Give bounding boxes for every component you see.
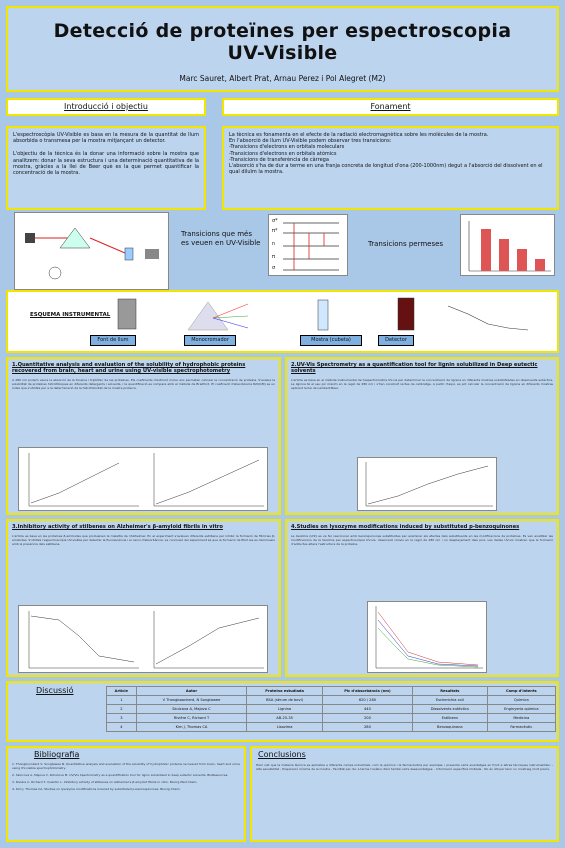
poster-authors: Marc Sauret, Albert Prat, Arnau Perez i Pol Alegret (M2) <box>179 74 386 83</box>
table-cell: 2 <box>107 705 137 714</box>
table-cell: 620 / 280 <box>322 696 412 705</box>
fonament-l6: L'absorció s'ha de dur a terme en una franja concreta de longitud d'ona (200-1000nm) degut a l'absorció del dissolvent en el qual diluïm la mostra. <box>229 163 543 176</box>
table-header-cell: Camp d'interès <box>487 687 555 696</box>
fonament-l2: En l'absorció de llum UV-Visible podem observar tres transicions: <box>229 138 392 145</box>
study-2-title: 2.UV-Vis Spectrometry as a quantification tool for lignin solubilized in Deep eutectic solvents <box>291 362 538 374</box>
table-cell: Kim J, Thomas CA <box>136 723 247 732</box>
intro-p2: L'objectiu de la tècnica és la donar una informació sobre la mostra que analitzem: donar la seva estructura i una determinació quantitativa de la mostra, gràcies a la llei de Beer què es la que permet quantificar la concentració de la mostra. <box>13 151 199 177</box>
instrument-diagram <box>14 212 169 290</box>
discussio-box <box>6 681 559 742</box>
study-2-body: L'article es basa en el mètode instrumental de l'espectrometria UV-vis per determinar la concentració de lignina en diferents mostres solubilitzades en dissolvents eutèctics. La lignina té el seu pic màxim en la regió de 280 nm i s'han construït rectes de calibratge. A partir d'aquí, es pot calcular la concentració de lignina en diferents mostres aplicant la llei de Lambert-Beer. <box>291 378 553 390</box>
table-cell: Lisozima <box>247 723 323 732</box>
fonament-l4: -Transicions d'electrons en orbitals atòmics <box>229 150 337 157</box>
table-cell: Estilbens <box>412 714 487 723</box>
study-4-body: La lisozima (LYZ) es va fer reaccionar amb benzoquinones substituïdes per examinar els efectes dels substituents en les modificacions de proteïnes. Es van analitzar les modificacions de la lisozima per espectroscòpia UV-vis, observant canvis en la regió de 280 nm i un desplaçament dels pics. Les dades UV-vis mostren que la formació d'adductes altera l'estructura de la proteïna. <box>291 534 553 546</box>
study-2-figure <box>357 457 497 511</box>
study-1-title: 1.Quantitative analysis and evaluation of the solubility of hydrophobic proteins recovered from brain, heart and urine using UV-visible spectrophotometry <box>12 362 246 374</box>
ref-1: 1. Thongboonkerd V, Songtawee N. Quantitative analysis and evaluation of the solubility of hydrophobic proteins recovered from brain, heart and urine using UV-visible spectrophotometry. <box>12 762 240 770</box>
instrument-box <box>6 290 559 353</box>
transitions-common-label: Transicions que més es veuen en UV-Visible <box>181 230 261 247</box>
discussio-table <box>106 686 556 732</box>
poster-title-box <box>6 6 559 92</box>
poster-title-line2: UV-Visible <box>227 42 338 64</box>
study-2-box <box>285 357 559 515</box>
study-4-title: 4.Studies on lysozyme modifications induced by substituted p-benzoquinones <box>291 524 520 530</box>
study-4-figure <box>367 601 487 673</box>
table-row <box>107 723 556 732</box>
table-cell: 440 <box>322 705 412 714</box>
table-cell: Rivière C, Richard T <box>136 714 247 723</box>
table-cell: 4 <box>107 723 137 732</box>
level-n: n <box>272 241 276 247</box>
level-sigma-star: σ* <box>272 218 278 224</box>
fonament-l5: -Transicions de transferència de càrrega <box>229 156 329 163</box>
study-4-box <box>285 519 559 677</box>
fonament-box <box>222 126 559 210</box>
ref-2: 2. Skulcova A, Majova V, Kohutova M. UV/Vis Spectrometry as a quantification tool for lignin solubilized in deep eutectic solvents. BioResources. <box>12 773 229 777</box>
table-row <box>107 696 556 705</box>
intro-heading: Introducció i objectiu <box>64 102 148 111</box>
study-1-box <box>6 357 281 515</box>
label-monocromador: Monocromador <box>184 335 236 346</box>
energy-chart <box>460 214 555 276</box>
energy-diagram <box>268 214 348 276</box>
table-row <box>107 705 556 714</box>
fonament-l3: -Transicions d'electrons en orbitals moleculars <box>229 144 345 151</box>
label-font-llum: Font de llum <box>90 335 136 346</box>
table-cell: BSA (sèrum de boví) <box>247 696 323 705</box>
table-cell: Benzoquinona <box>412 723 487 732</box>
label-detector: Detector <box>378 335 414 346</box>
poster-title-line1: Detecció de proteïnes per espectroscopia <box>53 20 512 42</box>
intro-heading-box <box>6 98 206 116</box>
instrument-heading: ESQUEMA INSTRUMENTAL <box>30 312 111 318</box>
table-cell: 1 <box>107 696 137 705</box>
study-3-box <box>6 519 281 677</box>
table-cell: Lignina <box>247 705 323 714</box>
intro-p1: L'espectroscòpia UV-Visible es basa en la mesura de la quantitat de llum absorbida o transmesa per la mostra mitjançant un detector. <box>13 132 199 145</box>
table-row <box>107 714 556 723</box>
bibliografia-box <box>6 746 246 842</box>
table-cell: V Thongboonkerd, N Songtawee <box>136 696 247 705</box>
ref-3: 3. Rivière C, Richard T, Quentin L. Inhibitory activity of stilbenes on Alzheimer's β-amyloid fibrils in vitro. Bioorg Med Chem. <box>12 780 198 784</box>
fonament-l1: La tècnica es fonamenta en el efecte de la radiació electromagnètica sobre les molècules de la mostra. <box>229 132 489 138</box>
table-header-cell: Autor <box>136 687 247 696</box>
discussio-heading: Discussió <box>36 686 74 695</box>
transitions-allowed-label: Transicions permeses <box>368 240 444 248</box>
table-cell: Química <box>487 696 555 705</box>
level-pi-star: π* <box>272 228 278 234</box>
discussio-table-wrap <box>106 686 556 732</box>
table-cell: Enginyeria química <box>487 705 555 714</box>
study-1-figure <box>18 447 268 511</box>
study-3-title: 3.Inhibitory activity of stilbenes on Alzheimer's β-amyloid fibrils in vitro <box>12 524 223 530</box>
table-cell: Dissolvents eutèctics <box>412 705 487 714</box>
study-3-body: L'article es basa en les proteïnes β-amiloides que produeixen la malaltia de l'Alzheimer. En el experiment s'avaluen diferents estilbens per inhibir la formació de fibril·les β-amiloides. S'utilitza l'espectroscòpia UV-visible per detectar la fluorescència i el canvi d'absorbància. La conclusió del experiment és que la formació de fibril·les es disminueix amb la presència dels estilbens. <box>12 534 275 546</box>
table-header-cell: Proteïna estudiada <box>247 687 323 696</box>
table-cell: AB-25-35 <box>247 714 323 723</box>
table-cell: 200 <box>322 714 412 723</box>
level-pi: π <box>272 254 276 260</box>
table-cell: Farmacèutic <box>487 723 555 732</box>
table-cell: 3 <box>107 714 137 723</box>
table-header-row <box>107 687 556 696</box>
table-header-cell: Resultats <box>412 687 487 696</box>
conclusions-heading: Conclusions <box>258 750 306 759</box>
conclusions-body: Hem vist que la mateixa tècnica es aplicable a diferents camps industrials, com la química i la farmacèutica per exemple, i presenta certs avantatges en front a altres tècniques instrumentals: - Alta sensibilitat - Preparació mínima de la mostra - Facilitat per dur a terme l'anàlisi. Però també certs desavantatges: - Informació específica limitada - No és útil per tenir un mostreig molt precís. <box>256 763 553 771</box>
study-1-body: A 280 nm podem veure la absorció de la tirosina i triptòfan de les proteïnes. Els coeficients d'extinció molar ens permeten calcular la concentració de proteïna. S'avalua la solubilitat de proteïnes hidrofòbiques en diferents detergents i solvents, i la quantificació es compara amb el mètode de Bradford. El coeficient d'absorbància 820(1M) es un índex que s'utilitza per a la determinació de la hidrofobicitat de la mostra proteica. <box>12 378 275 390</box>
fonament-heading: Fonament <box>370 102 411 111</box>
bibliografia-heading: Bibliografia <box>34 750 80 759</box>
study-3-figure <box>18 605 268 673</box>
table-header-cell: Article <box>107 687 137 696</box>
fonament-heading-box <box>222 98 559 116</box>
table-cell: 280 <box>322 723 412 732</box>
table-cell: Escherichia coli <box>412 696 487 705</box>
level-sigma: σ <box>272 265 276 271</box>
table-cell: Skulcova A, Majova C <box>136 705 247 714</box>
conclusions-box <box>250 746 559 842</box>
intro-box <box>6 126 206 210</box>
label-mostra: Mostra (cubeta) <box>300 335 362 346</box>
table-header-cell: Pic d'absorbància (nm) <box>322 687 412 696</box>
table-cell: Medicina <box>487 714 555 723</box>
ref-4: 4. Kim J, Thomas CA. Studies on lysozyme modifications induced by substituted p-benzoquinones. Bioorg Chem. <box>12 787 181 791</box>
